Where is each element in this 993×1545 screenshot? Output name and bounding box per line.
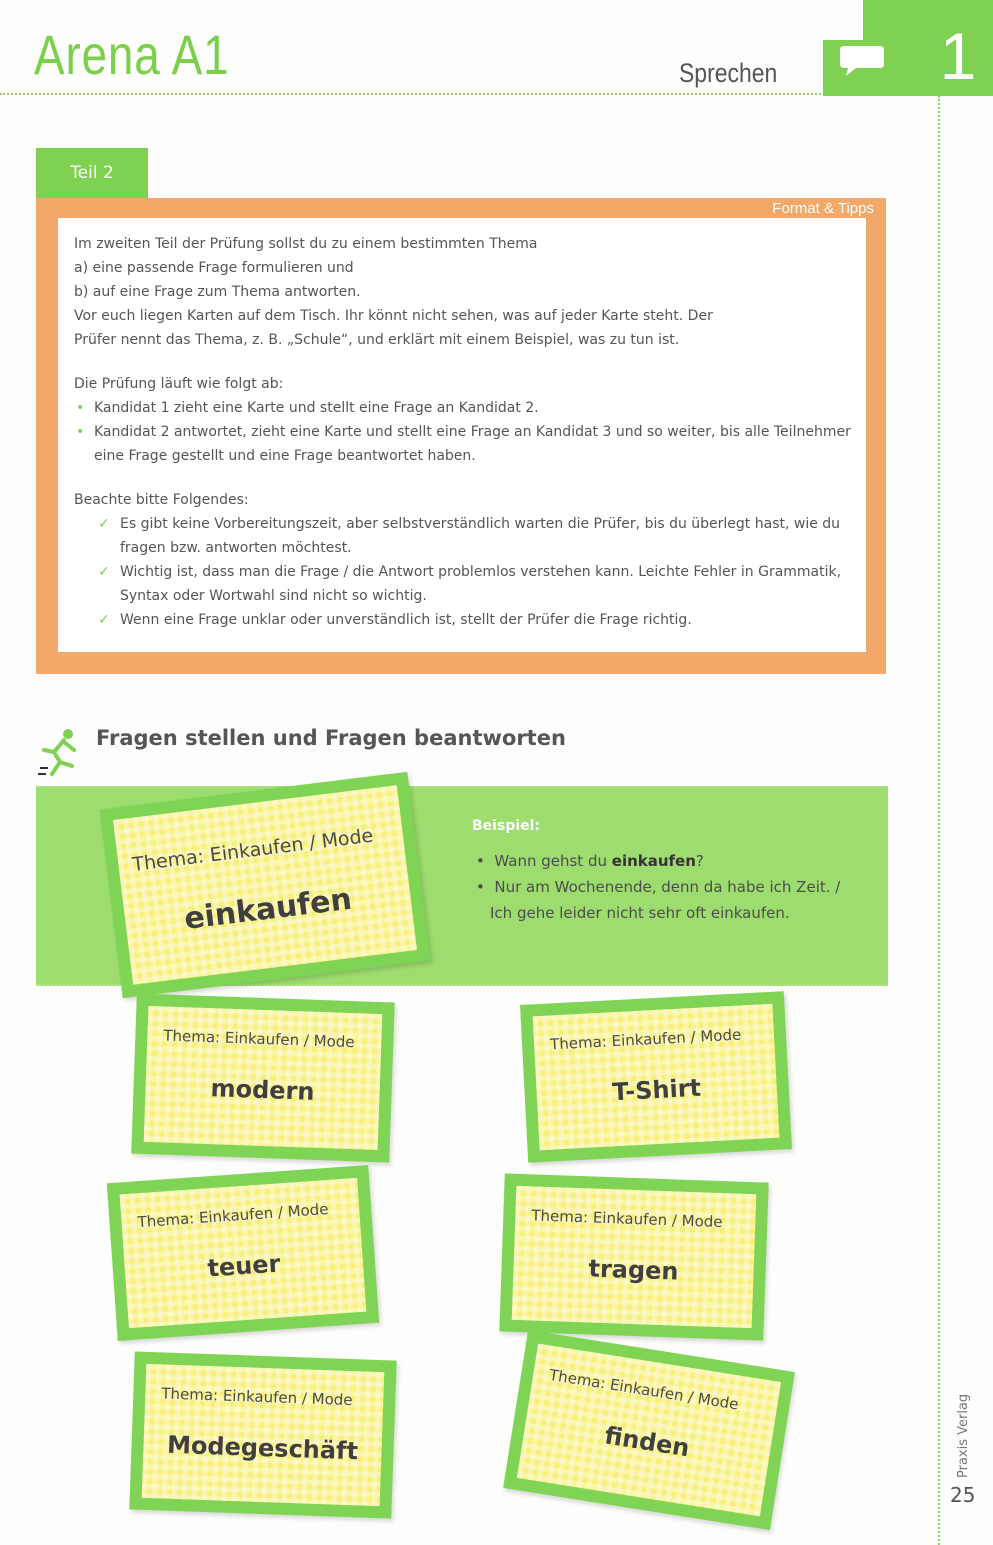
- procedure-item: • Kandidat 2 antwortet, zieht eine Karte und stellt eine Frage an Kandidat 3 und so weiter, bis alle Teilnehmer eine Frage gestellt und eine Frage beantwortet haben.: [74, 420, 854, 468]
- info-text: [74, 232, 854, 632]
- card-word: tragen: [588, 1254, 680, 1286]
- exercise-title: Fragen stellen und Fragen beantworten: [96, 726, 566, 750]
- topic-card-t-shirt: [520, 991, 792, 1163]
- example-answer: • Nur am Wochenende, denn da habe ich Zeit. /: [476, 878, 841, 896]
- note-text: Es gibt keine Vorbereitungszeit, aber selbstverständlich warten die Prüfer, bis du überlegt hast, wie du fragen bzw. antworten möchtest.: [120, 516, 841, 556]
- card-topic: Thema: Einkaufen / Mode: [131, 824, 375, 876]
- card-topic: Thema: Einkaufen / Mode: [163, 1026, 355, 1052]
- card-word: T-Shirt: [611, 1073, 702, 1107]
- brand-title: Arena A1: [34, 23, 230, 86]
- topic-card-teuer: [107, 1165, 379, 1341]
- card-word: Modegeschäft: [166, 1430, 359, 1466]
- intro-line: b) auf eine Frage zum Thema antworten.: [74, 284, 361, 300]
- topic-card-tragen: [499, 1173, 768, 1340]
- example-question: • Wann gehst du einkaufen?: [476, 852, 704, 870]
- note-text: Wenn eine Frage unklar oder unverständlich ist, stellt der Prüfer die Frage richtig.: [120, 612, 692, 628]
- header-divider: [0, 93, 825, 95]
- note-text: Wichtig ist, dass man die Frage / die Antwort problemlos verstehen kann. Leichte Fehler in Grammatik, Syntax oder Wortwahl sind nicht so wichtig.: [120, 564, 842, 604]
- card-topic: Thema: Einkaufen / Mode: [549, 1025, 742, 1054]
- intro-line: Vor euch liegen Karten auf dem Tisch. Ihr könnt nicht sehen, was auf jeder Karte steht. Der: [74, 308, 713, 324]
- format-tips-tag: Format & Tipps: [772, 200, 874, 217]
- card-topic: Thema: Einkaufen / Mode: [161, 1384, 353, 1410]
- card-word: teuer: [206, 1249, 282, 1283]
- card-topic: Thema: Einkaufen / Mode: [136, 1199, 330, 1232]
- side-divider: [938, 96, 940, 1545]
- topic-card-modegeschaeft: [129, 1351, 396, 1518]
- checkmark-icon: ✓: [98, 564, 110, 580]
- intro-line: Im zweiten Teil der Prüfung sollst du zu einem bestimmten Thema: [74, 236, 538, 252]
- card-word: finden: [602, 1421, 692, 1463]
- part-label: Teil 2: [36, 148, 148, 198]
- intro-line: a) eine passende Frage formulieren und: [74, 260, 354, 276]
- card-word: einkaufen: [182, 881, 354, 937]
- info-box: [36, 198, 886, 674]
- example-dialogue: [476, 848, 876, 926]
- page-number: 25: [950, 1483, 976, 1507]
- speech-bubble-icon: [838, 46, 886, 76]
- topic-card-einkaufen: [100, 772, 431, 998]
- info-box-content: [58, 218, 866, 652]
- example-label: Beispiel:: [472, 818, 541, 834]
- publisher-label: Praxis Verlag: [956, 1393, 971, 1478]
- note-item: [74, 608, 854, 632]
- topic-card-finden: [503, 1330, 795, 1530]
- card-topic: Thema: Einkaufen / Mode: [548, 1365, 740, 1414]
- notes-heading: Beachte bitte Folgendes:: [74, 492, 249, 508]
- section-label: Sprechen: [679, 58, 778, 88]
- card-word: modern: [210, 1074, 315, 1106]
- checkmark-icon: ✓: [98, 612, 110, 628]
- runner-icon: [38, 728, 82, 778]
- checkmark-icon: ✓: [98, 516, 110, 532]
- procedure-heading: Die Prüfung läuft wie folgt ab:: [74, 376, 284, 392]
- card-topic: Thema: Einkaufen / Mode: [531, 1206, 723, 1232]
- procedure-item: • Kandidat 1 zieht eine Karte und stellt eine Frage an Kandidat 2.: [74, 396, 854, 420]
- example-answer-cont: Ich gehe leider nicht sehr oft einkaufen.: [490, 904, 790, 922]
- intro-line: Prüfer nennt das Thema, z. B. „Schule“, und erklärt mit einem Beispiel, was zu tun ist.: [74, 332, 680, 348]
- chapter-number: 1: [939, 19, 977, 93]
- note-item: [74, 512, 854, 560]
- topic-card-modern: [131, 994, 394, 1163]
- note-item: [74, 560, 854, 608]
